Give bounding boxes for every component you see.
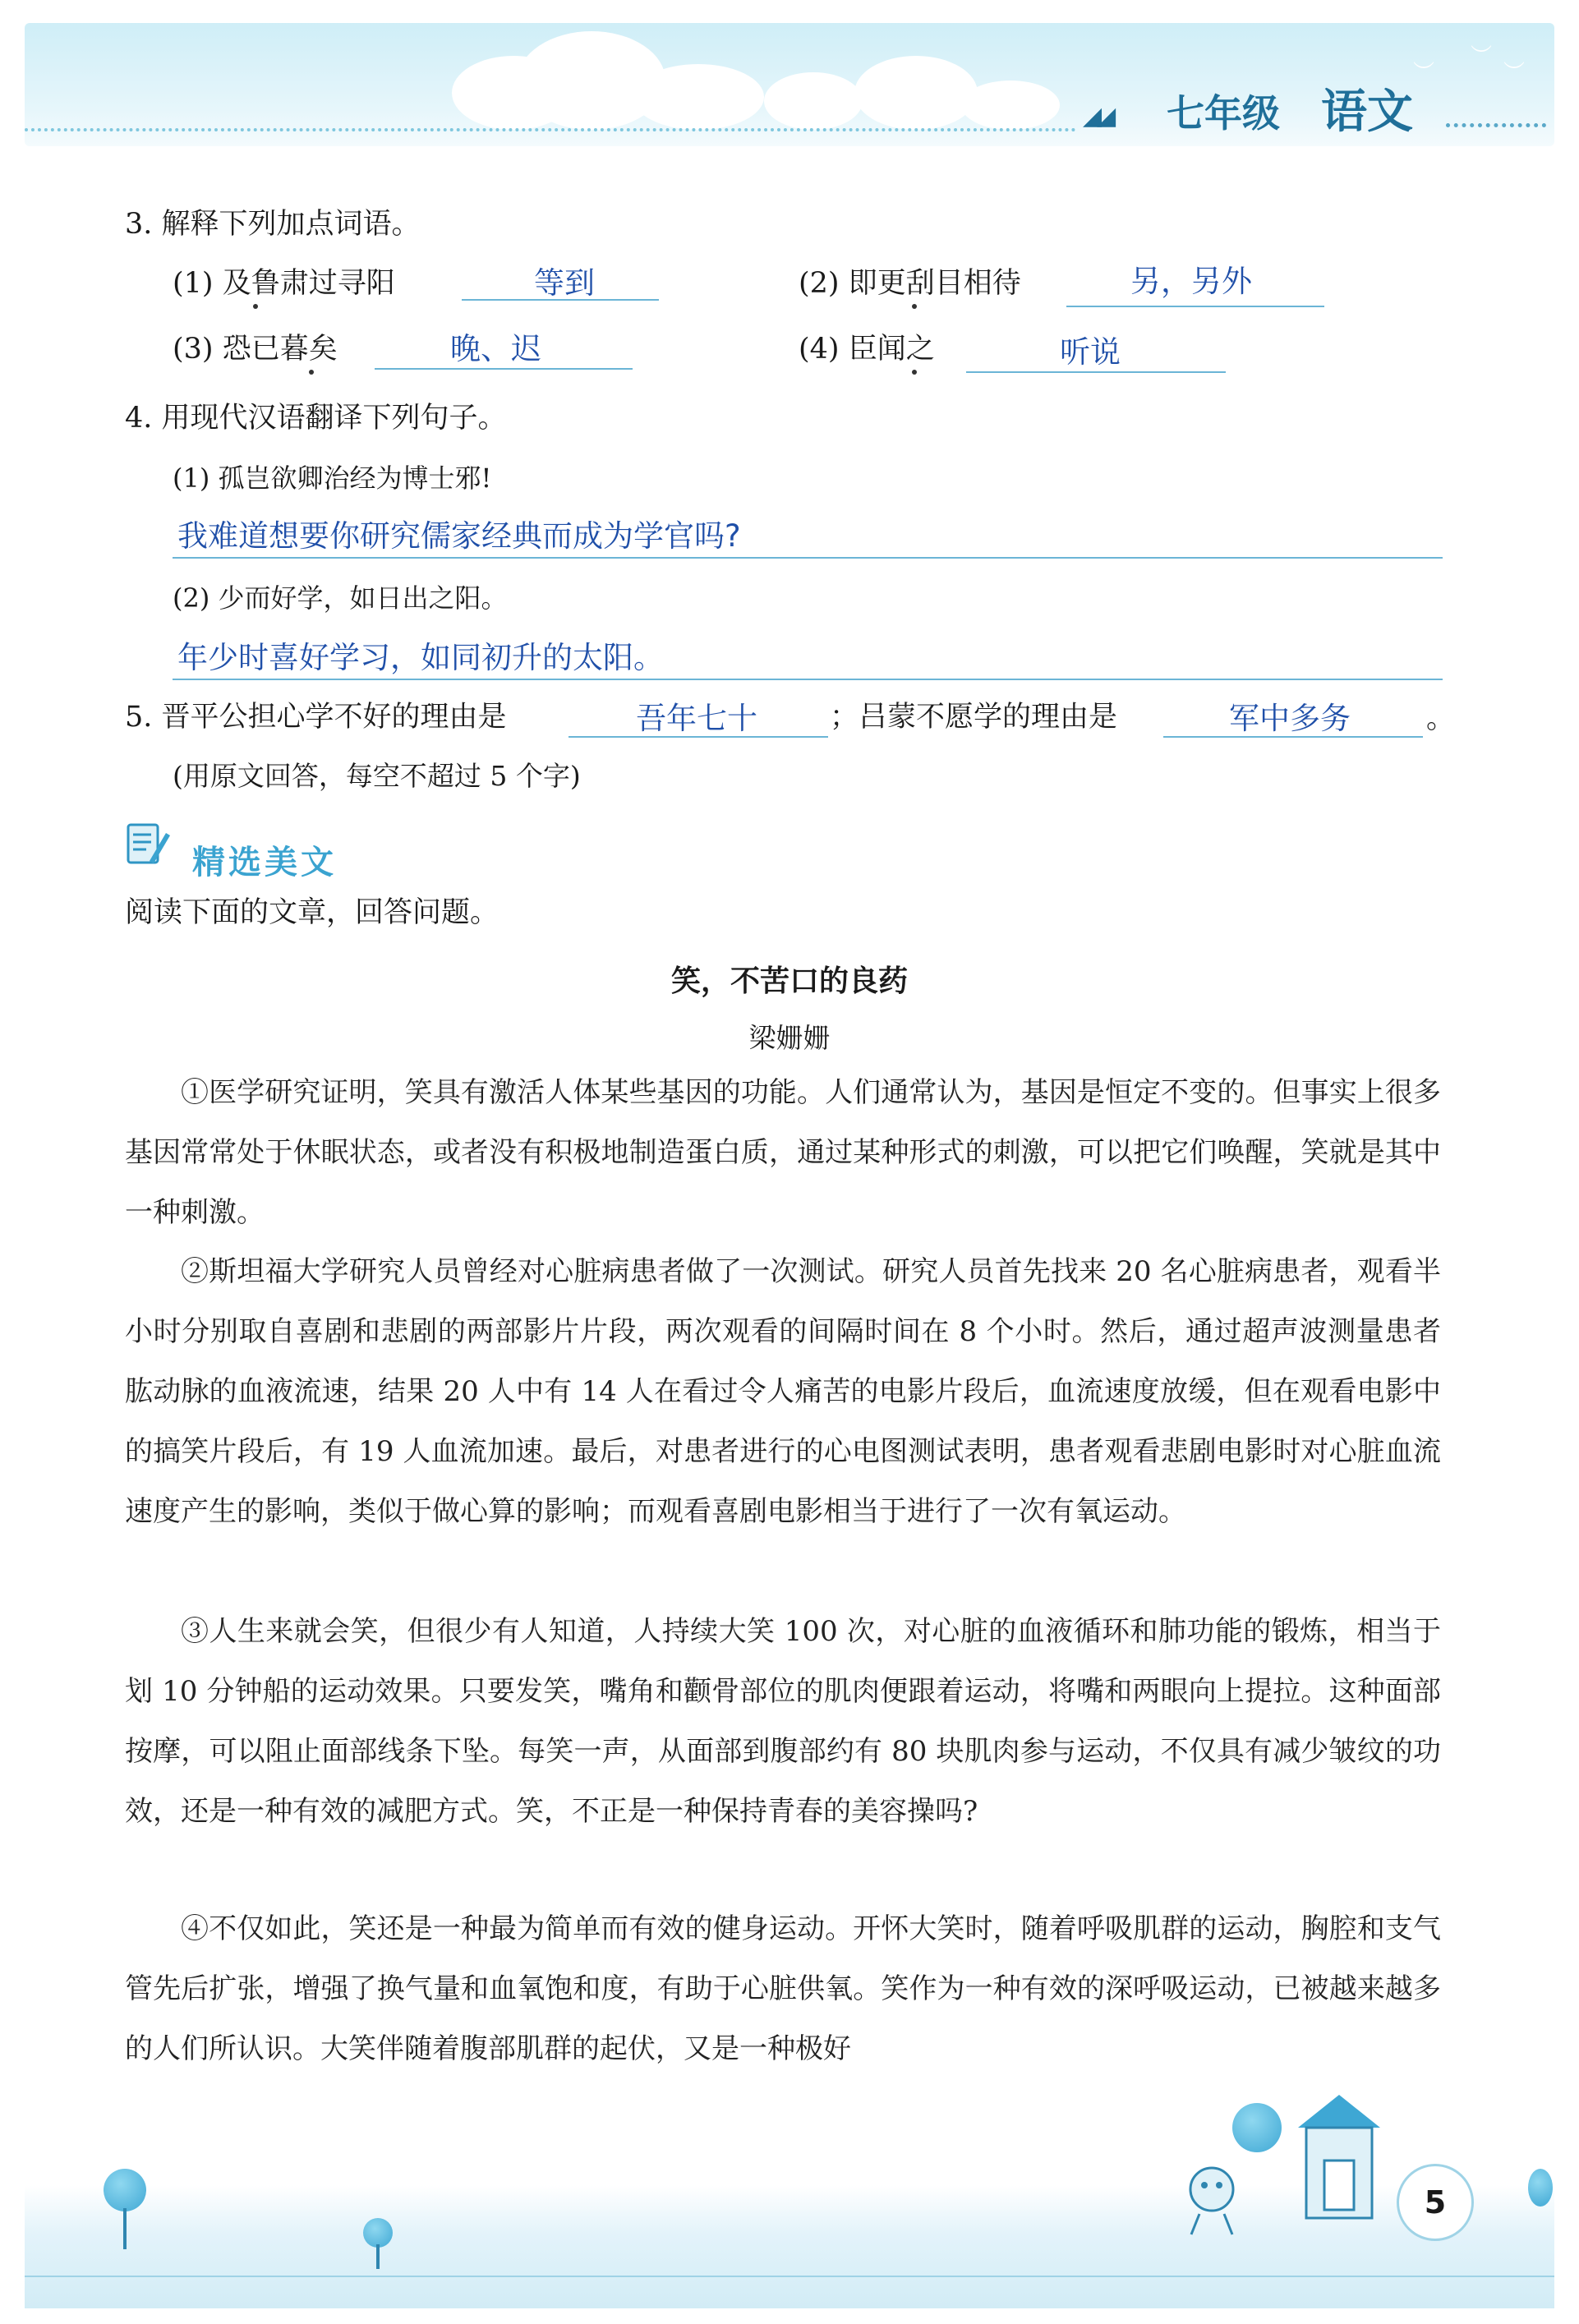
bird-icon: ︶ [1413,61,1435,85]
cloud-decoration [764,72,863,130]
q3-item-label: (1) 及鲁肃过寻阳 [173,267,395,300]
page-number: 5 [1397,2164,1474,2241]
building-icon [1282,2087,1397,2234]
subject-label: 语文 [1321,85,1413,139]
header-divider [1446,123,1546,127]
tree-icon [363,2218,393,2248]
article-paragraph: ①医学研究证明，笑具有激活人体某些基因的功能。人们通常认为，基因是恒定不变的。但事实上很多基因常常处于休眠状态，或者没有积极地制造蛋白质，通过某种形式的刺激，可以把它们唤醒，笑就是其中一种刺激。 [125,1076,1441,1229]
q3-answer: 听说 [1060,334,1121,370]
cartoon-character-icon [1175,2152,1249,2243]
tree-icon [1528,2169,1553,2207]
answer-blank[interactable] [375,368,633,370]
article-paragraph: ④不仅如此，笑还是一种最为简单而有效的健身运动。开怀大笑时，随着呼吸肌群的运动，胸腔和支气管先后扩张，增强了换气量和血氧饱和度，有助于心脏供氧。笑作为一种有效的深呼吸运动，已被越来越多的人们所认识。大笑伴随着腹部肌群的起伏，又是一种极好 [125,1912,1441,2065]
q5-answer: 吾年七十 [636,701,757,736]
grade-label: 七年级 [1167,91,1280,136]
article-author: 梁姗姗 [748,1022,831,1054]
q5-text: 5. 晋平公担心学不好的理由是 [125,701,507,734]
tree-icon [1232,2103,1282,2152]
cloud-decoration [854,56,978,130]
q5-answer: 军中多务 [1229,701,1351,736]
q5-note: (用原文回答，每空不超过 5 个字) [173,760,581,792]
notebook-pencil-icon [125,820,171,869]
q4-stem: 4. 用现代汉语翻译下列句子。 [125,402,507,435]
q5-text: ；吕蒙不愿学的理由是 [830,701,1118,734]
q3-answer: 另，另外 [1130,264,1252,299]
cloud-decoration [961,81,1060,130]
footer-divider [25,2276,1554,2277]
cloud-decoration [633,64,764,130]
emphasis-dot [912,304,917,309]
tree-trunk [376,2244,380,2269]
section-instruction: 阅读下面的文章，回答问题。 [125,896,499,929]
emphasis-dot [309,370,314,375]
arrow-icon: ◢◢ [1083,102,1112,131]
tree-trunk [123,2208,127,2249]
answer-line[interactable] [173,557,1443,559]
emphasis-dot [253,304,258,309]
q3-answer: 等到 [534,265,595,301]
header-divider [25,128,1076,131]
q3-answer: 晚、迟 [450,331,541,366]
q3-item-label: (3) 恐已暮矣 [173,333,338,366]
q3-item-label: (4) 臣闻之 [799,333,935,366]
section-title: 精选美文 [192,844,337,881]
q5-text: 。 [1426,702,1456,735]
tree-icon [104,2169,146,2211]
bird-icon: ︶ [1503,61,1526,85]
article-paragraph: ②斯坦福大学研究人员曾经对心脏病患者做了一次测试。研究人员首先找来 20 名心脏病患者，观看半小时分别取自喜剧和悲剧的两部影片片段，两次观看的间隔时间在 8 个小时。然后，通过超声波测量患者肱动脉的血液流速，结果 20 人中有 14 人在看过令人痛苦的电影片段后，血流速度放缓，但在观看电影中的搞笑片段后，有 19 人血流加速。最后，对患者进行的心电图测试表明，患者观看悲剧电影时对心脏血流速度产生的影响，类似于做心算的影响；而观看喜剧电影相当于进行了一次有氧运动。 [125,1255,1441,1528]
bird-icon: ︶ [1471,44,1493,69]
article-title: 笑，不苦口的良药 [670,964,908,998]
q3-stem: 3. 解释下列加点词语。 [125,208,421,241]
answer-blank[interactable] [1066,306,1324,307]
answer-line[interactable] [173,679,1443,680]
q4-answer: 年少时喜好学习，如同初升的太阳。 [177,640,664,675]
answer-blank[interactable] [966,371,1226,373]
article-paragraph: ③人生来就会笑，但很少有人知道，人持续大笑 100 次，对心脏的血液循环和肺功能的锻炼，相当于划 10 分钟船的运动效果。只要发笑，嘴角和颧骨部位的肌肉便跟着运动，将嘴和两眼向上提拉。这种面部按摩，可以阻止面部线条下坠。每笑一声，从面部到腹部约有 80 块肌肉参与运动，不仅具有减少皱纹的功效，还是一种有效的减肥方式。笑，不正是一种保持青春的美容操吗? [125,1615,1441,1828]
q4-item-label: (1) 孤岂欲卿治经为博士邪! [173,462,492,494]
emphasis-dot [912,370,917,375]
q3-item-label: (2) 即更刮目相待 [799,267,1021,300]
q4-item-label: (2) 少而好学，如日出之阳。 [173,582,508,614]
q4-answer: 我难道想要你研究儒家经典而成为学官吗? [177,518,741,554]
